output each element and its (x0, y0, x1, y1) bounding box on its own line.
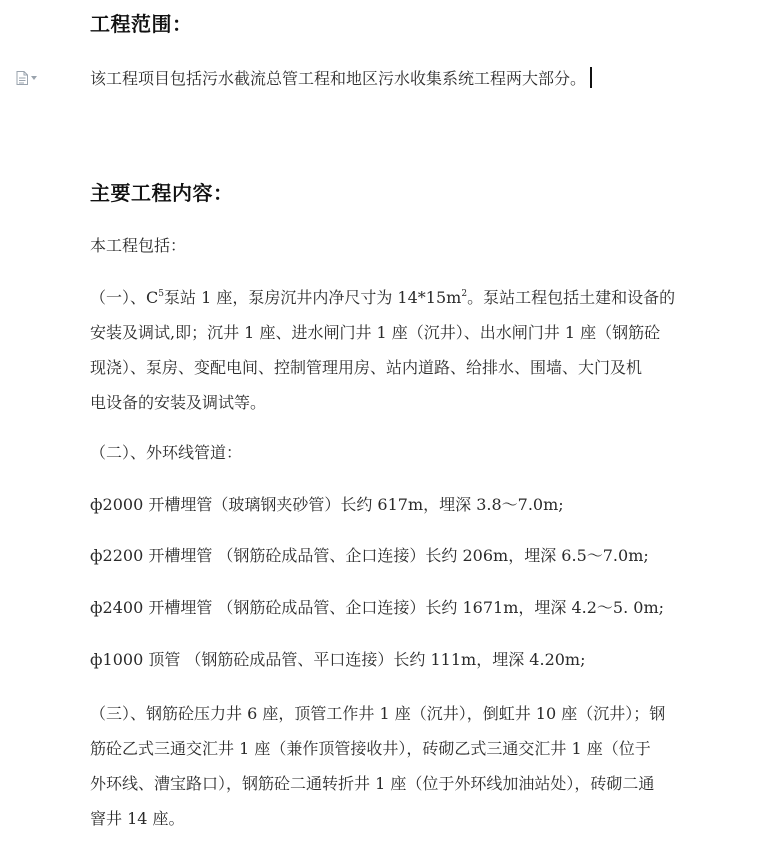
text-cursor (590, 67, 592, 88)
item3-line-4: 窨井 14 座。 (90, 809, 185, 828)
paragraph-menu-handle[interactable] (16, 70, 44, 86)
item1-line-3: 现浇）、泵房、变配电间、控制管理用房、站内道路、给排水、围墙、大门及机 (90, 358, 643, 377)
superscript-5: 5 (158, 289, 164, 299)
scope-text: 该工程项目包括污水截流总管工程和地区污水收集系统工程两大部分。 (90, 69, 587, 88)
main-content-heading: 主要工程内容： (90, 181, 234, 205)
caret-down-icon (31, 76, 37, 80)
pipe-line-1: ф2000 开槽埋管（玻璃钢夹砂管）长约 617m，埋深 3.8～7.0m; (90, 495, 564, 514)
pipe-line-3: ф2400 开槽埋管 （钢筋砼成品管、企口连接）长约 1671m，埋深 4.2～5. 0m; (90, 598, 665, 617)
item1-line-4: 电设备的安装及调试等。 (90, 393, 267, 412)
item2-title: （二）、外环线管道： (90, 443, 243, 462)
scope-paragraph[interactable] (90, 67, 710, 90)
intro-paragraph: 本工程包括： (90, 236, 187, 255)
item3-line-3: 外环线、漕宝路口），钢筋砼二通转折井 1 座（位于外环线加油站处），砖砌二通 (90, 774, 655, 793)
document-icon (16, 71, 28, 85)
superscript-2: 2 (461, 289, 468, 299)
item1-paragraph (90, 280, 710, 420)
pipe-line-4: ф1000 顶管 （钢筋砼成品管、平口连接）长约 111m，埋深 4.20m; (90, 650, 586, 669)
item1-line-1: （一）、$C^5$泵站 1 座，泵房沉井内净尺寸为 $14*15m^2$。泵站工程包括土建和设备的 (90, 288, 676, 307)
item3-line-1: （三）、钢筋砼压力井 6 座，顶管工作井 1 座（沉井），倒虹井 10 座（沉井）；钢 (90, 704, 666, 723)
pipe-line-2: ф2200 开槽埋管 （钢筋砼成品管、企口连接）长约 206m，埋深 6.5～7.0m; (90, 546, 649, 565)
item3-paragraph (90, 696, 710, 836)
item3-line-2: 筋砼乙式三通交汇井 1 座（兼作顶管接收井），砖砌乙式三通交汇井 1 座（位于 (90, 739, 651, 758)
item1-line-2: 安装及调试,即；沉井 1 座、进水闸门井 1 座（沉井）、出水闸门井 1 座（钢筋砼 (90, 323, 661, 342)
scope-heading: 工程范围： (90, 12, 193, 36)
